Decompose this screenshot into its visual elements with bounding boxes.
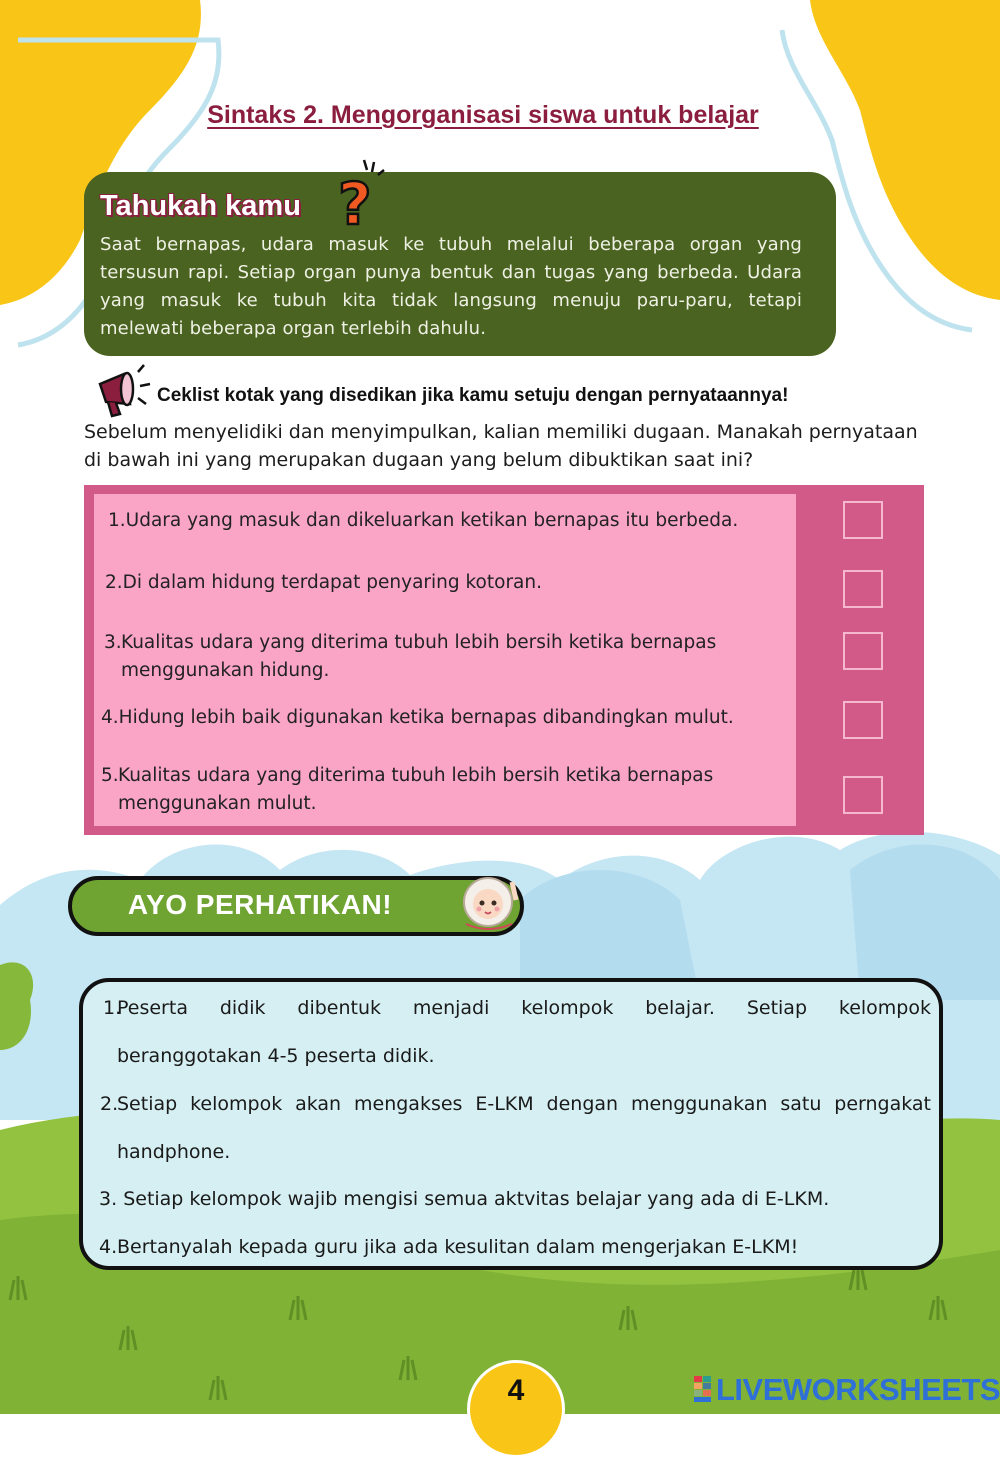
page-number: 4 bbox=[507, 1374, 525, 1407]
note-2-continued bbox=[117, 1128, 931, 1176]
statement-text: Udara yang masuk dan dikeluarkan ketikan bernapas itu berbeda. bbox=[125, 510, 739, 531]
note-number: 2. bbox=[100, 1093, 119, 1115]
checkbox-statement-4[interactable] bbox=[843, 701, 883, 739]
statement-text: Kualitas udara yang diterima tubuh lebih bersih ketika bernapas menggunakan mulut. bbox=[118, 765, 714, 814]
megaphone-icon bbox=[94, 362, 156, 420]
info-box bbox=[84, 172, 836, 356]
prompt-text: Sebelum menyelidiki dan menyimpulkan, kalian memiliki dugaan. Manakah pernyataan di bawah ini yang merupakan dugaan yang belum dibuktikan saat ini? bbox=[84, 421, 918, 471]
statement-text: Hidung lebih baik digunakan ketika bernapas dibandingkan mulut. bbox=[118, 707, 734, 728]
note-number: 4. bbox=[99, 1236, 118, 1258]
checkbox-statement-1[interactable] bbox=[843, 501, 883, 539]
statement-1 bbox=[108, 507, 798, 535]
note-number: 3. bbox=[99, 1188, 118, 1210]
checkbox-statement-3[interactable] bbox=[843, 632, 883, 670]
note-text: beranggotakan 4-5 peserta didik. bbox=[117, 1045, 435, 1067]
statement-number: 1. bbox=[108, 510, 126, 531]
liveworksheets-brand[interactable]: LIVEWORKSHEETS bbox=[716, 1372, 1000, 1407]
statement-3 bbox=[104, 629, 784, 685]
statement-text: Kualitas udara yang diterima tubuh lebih bersih ketika bernapas menggunakan hidung. bbox=[121, 632, 717, 681]
ayo-label: AYO PERHATIKAN! bbox=[127, 889, 393, 920]
statement-number: 2. bbox=[105, 572, 123, 593]
statement-4 bbox=[101, 704, 796, 732]
statement-number: 3. bbox=[104, 632, 122, 653]
note-4 bbox=[99, 1223, 931, 1271]
statement-text: Di dalam hidung terdapat penyaring kotoran. bbox=[122, 572, 542, 593]
checkbox-statement-5[interactable] bbox=[843, 776, 883, 814]
svg-text:?: ? bbox=[338, 170, 372, 230]
checkbox-statement-2[interactable] bbox=[843, 570, 883, 608]
note-2 bbox=[100, 1080, 931, 1128]
question-mark-icon bbox=[330, 158, 390, 230]
section-heading: Sintaks 2. Mengorganisasi siswa untuk belajar bbox=[207, 101, 759, 129]
instruction-text: Ceklist kotak yang disedikan jika kamu setuju dengan pernyataannya! bbox=[157, 385, 789, 406]
info-title: Tahukah kamu bbox=[100, 190, 301, 222]
info-text: Saat bernapas, udara masuk ke tubuh melalui beberapa organ yang tersusun rapi. Setiap organ punya bentuk dan tugas yang berbeda. Udara yang masuk ke tubuh kita tidak langsung menuju paru-paru, tetapi melewati beberapa organ terlebih dahulu. bbox=[100, 234, 802, 339]
student-avatar-icon bbox=[454, 872, 526, 934]
note-1-continued bbox=[117, 1032, 931, 1080]
statement-2 bbox=[105, 569, 795, 597]
note-text: Setiap kelompok wajib mengisi semua aktvitas belajar yang ada di E-LKM. bbox=[123, 1188, 830, 1210]
liveworksheets-logo-icon bbox=[694, 1376, 712, 1402]
note-1 bbox=[103, 984, 931, 1032]
note-text: handphone. bbox=[117, 1141, 231, 1163]
statement-5 bbox=[101, 762, 791, 818]
note-text: Bertanyalah kepada guru jika ada kesulitan dalam mengerjakan E-LKM! bbox=[117, 1236, 799, 1258]
note-text: Peserta didik dibentuk menjadi kelompok belajar. Setiap kelompok bbox=[117, 997, 931, 1019]
statement-number: 4. bbox=[101, 707, 119, 728]
note-3 bbox=[99, 1175, 931, 1223]
note-number: 1. bbox=[103, 997, 122, 1019]
note-text: Setiap kelompok akan mengakses E-LKM dengan menggunakan satu perngakat bbox=[117, 1093, 931, 1115]
statement-number: 5. bbox=[101, 765, 119, 786]
